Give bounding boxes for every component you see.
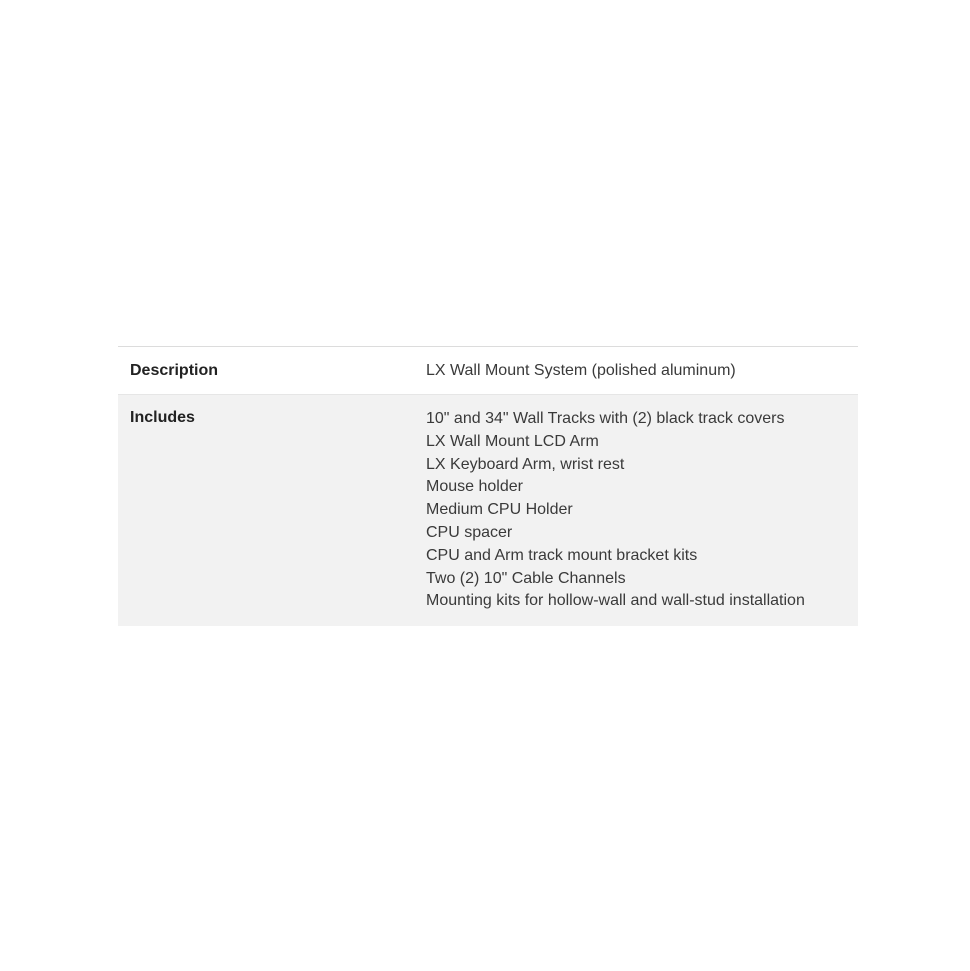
includes-item: Medium CPU Holder: [426, 501, 573, 519]
includes-item: 10" and 34" Wall Tracks with (2) black track covers: [426, 410, 785, 427]
includes-item: Mouse holder: [426, 478, 523, 496]
includes-item: Two (2) 10" Cable Channels: [426, 569, 626, 587]
spec-value-description: LX Wall Mount System (polished aluminum): [426, 362, 736, 379]
includes-list: [426, 395, 858, 626]
includes-item: LX Wall Mount LCD Arm: [426, 432, 599, 450]
includes-item: CPU spacer: [426, 523, 513, 541]
includes-item: CPU and Arm track mount bracket kits: [426, 546, 698, 564]
includes-item: Mounting kits for hollow-wall and wall-stud installation: [426, 592, 805, 610]
spec-label-description: Description: [130, 362, 219, 379]
spec-row-includes: [118, 395, 858, 626]
spec-row-description: [118, 347, 858, 395]
spec-label-includes: Includes: [130, 409, 195, 426]
includes-item: LX Keyboard Arm, wrist rest: [426, 455, 625, 473]
spec-table: [118, 346, 858, 626]
